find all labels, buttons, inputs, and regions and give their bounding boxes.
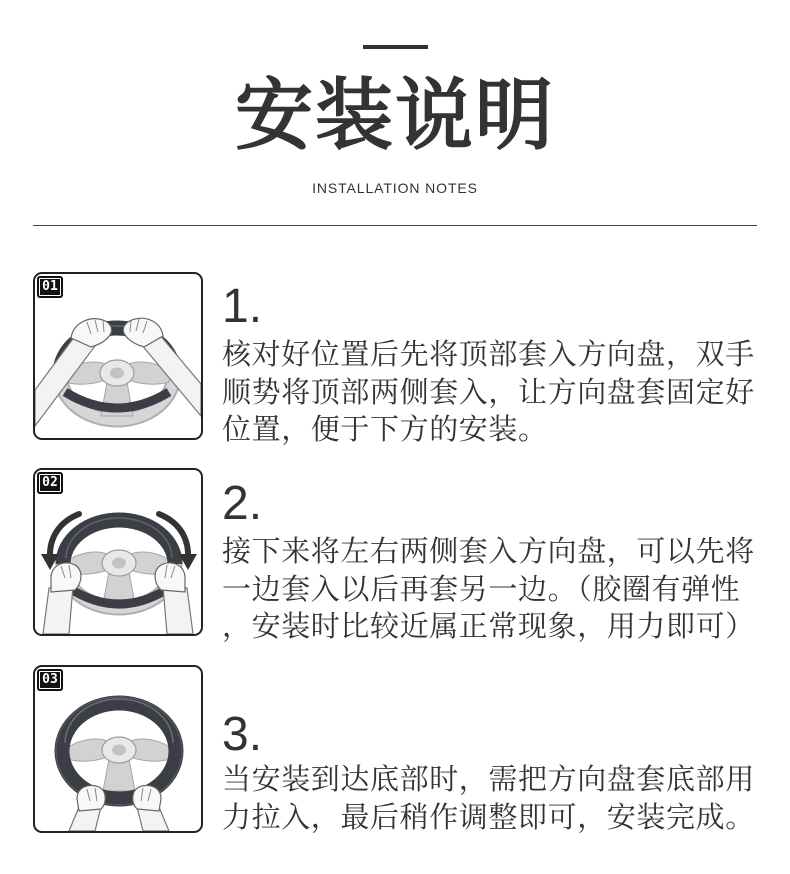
step-text-line: ，安装时比较近属正常现象，用力即可） [222, 609, 755, 643]
step-1-number: 1. [222, 280, 263, 333]
step-3-text [222, 761, 762, 836]
header-divider [33, 225, 757, 226]
step-3-badge: 03 [37, 669, 63, 691]
step-2-text [222, 533, 762, 646]
step-text-line: 当安装到达底部时，需把方向盘套底部用 [222, 762, 755, 796]
step-3-illustration-card [33, 665, 203, 833]
step-text-line: 接下来将左右两侧套入方向盘，可以先将 [222, 534, 755, 568]
hands-fitting-cover-on-top-of-steering-wheel-icon [35, 274, 201, 438]
step-3-number: 3. [222, 708, 263, 761]
step-text-line: 一边套入以后再套另一边。（胶圈有弹性 [222, 571, 741, 606]
step-2-illustration-card [33, 468, 203, 636]
step-text-line: 核对好位置后先将顶部套入方向盘，双手 [222, 337, 755, 371]
page-subtitle: INSTALLATION NOTES [312, 180, 478, 196]
step-2-badge: 02 [37, 472, 63, 494]
step-text-line: 力拉入，最后稍作调整即可，安装完成。 [222, 799, 755, 834]
step-1-text [222, 336, 762, 449]
step-text-line: 位置，便于下方的安装。 [222, 412, 548, 446]
title-top-rule [363, 45, 428, 49]
step-1-illustration-card [33, 272, 203, 440]
step-text-line: 顺势将顶部两侧套入，让方向盘套固定好 [222, 374, 755, 409]
page-title: 安装说明 [234, 71, 555, 161]
step-1-badge: 01 [37, 276, 63, 298]
hands-pulling-cover-onto-bottom-of-wheel-icon [35, 667, 201, 831]
step-2-number: 2. [222, 477, 263, 530]
hands-pulling-cover-down-both-sides-icon [35, 470, 201, 634]
